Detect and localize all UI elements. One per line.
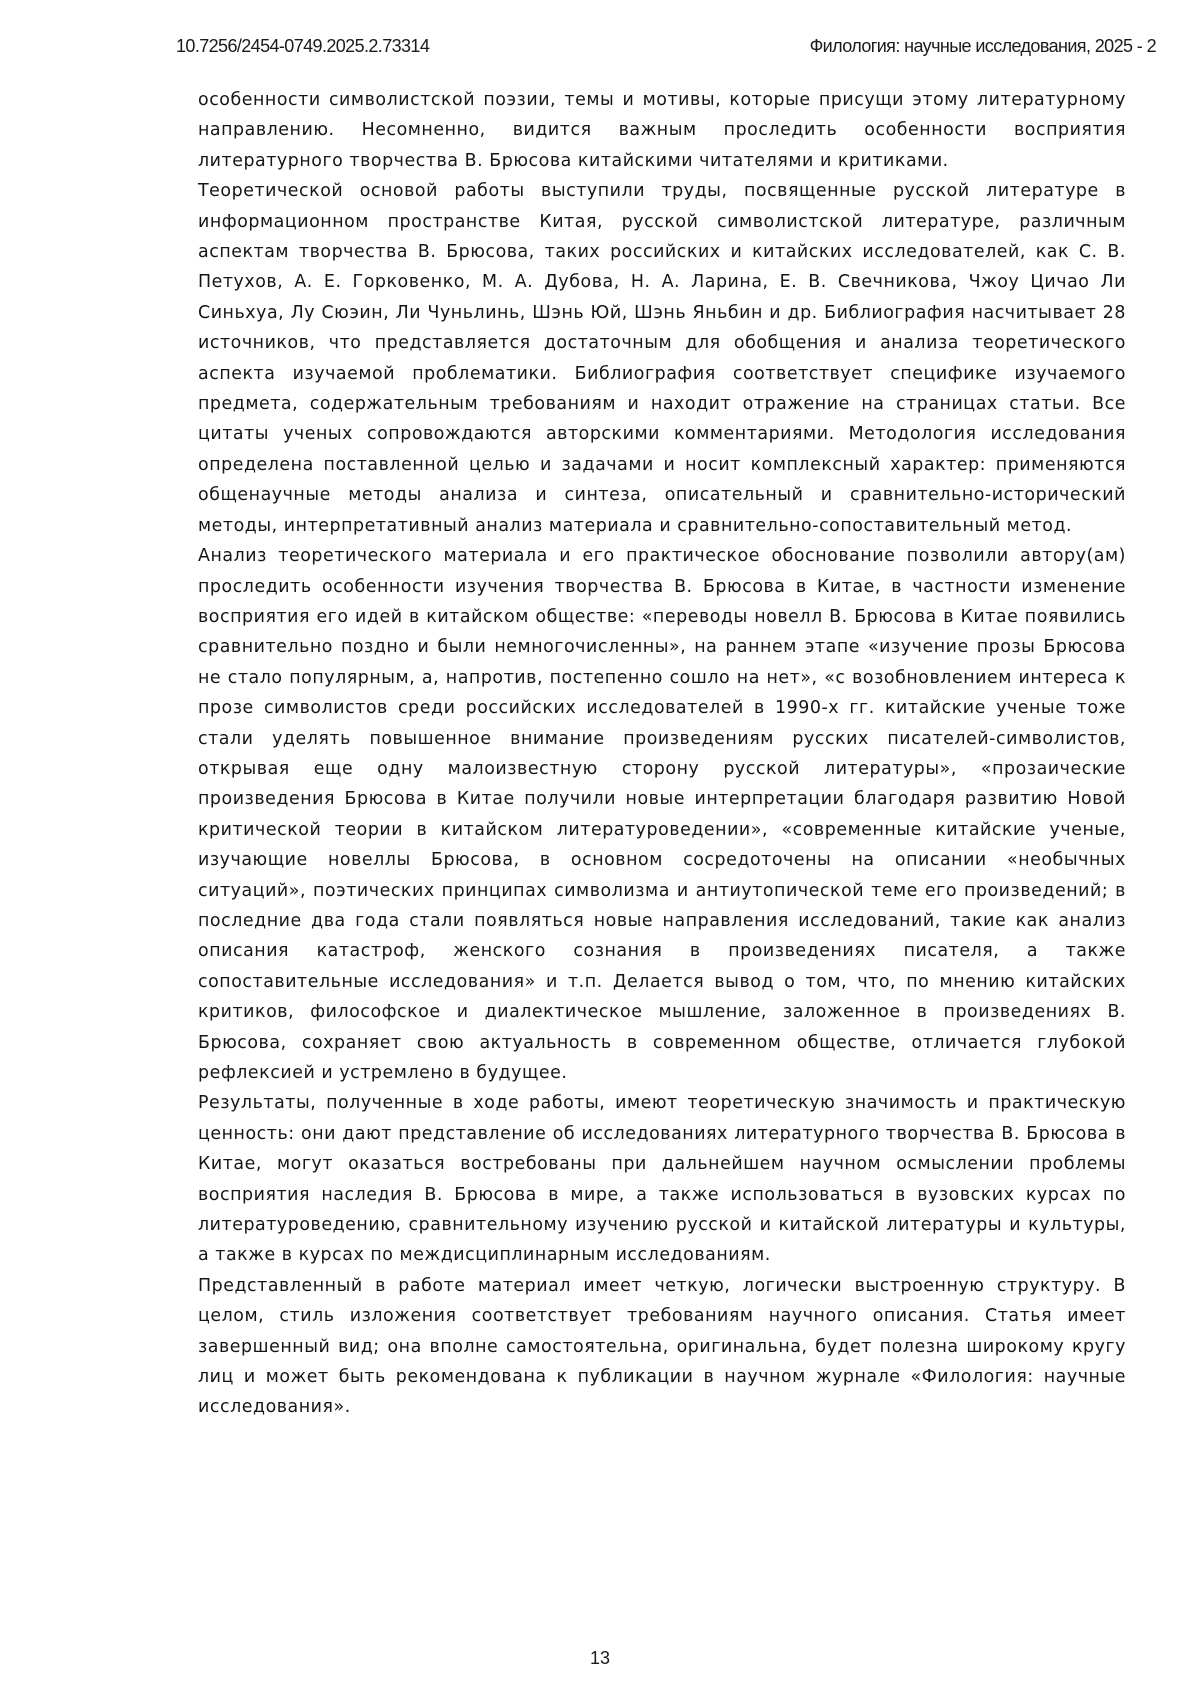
- journal-issue-title: Филология: научные исследования, 2025 - 2: [809, 36, 1156, 56]
- page-number: 13: [589, 1648, 611, 1668]
- page-header: [176, 36, 1156, 62]
- body-paragraph: Анализ теоретического материала и его практическое обоснование позволили автору(ам) проследить особенности изучения творчества В. Брюсова в Китае, в частности изменение восприятия его идей в китайском обществе: «переводы новелл В. Брюсова в Китае появились сравнительно поздно и были немногочисленны», на раннем этапе «изучение прозы Брюсова не стало популярным, а, напротив, постепенно сошло на нет», «с возобновлением интереса к прозе символистов среди российских исследователей в 1990-х гг. китайские ученые тоже стали уделять повышенное внимание произведениям русских писателей-символистов, открывая еще одну малоизвестную сторону русской литературы», «прозаические произведения Брюсова в Китае получили новые интерпретации благодаря развитию Новой критической теории в китайском литературоведении», «современные китайские ученые, изучающие новеллы Брюсова, в основном сосредоточены на описании «необычных ситуаций», поэтических принципах символизма и антиутопической теме его произведений; в последние два года стали появляться новые направления исследований, такие как анализ описания катастроф, женского сознания в произведениях писателя, а также сопоставительные исследования» и т.п. Делается вывод о том, что, по мнению китайских критиков, философское и диалектическое мышление, заложенное в произведениях В. Брюсова, сохраняет свою актуальность в современном обществе, отличается глубокой рефлексией и устремлено в будущее.: [198, 546, 1126, 1083]
- article-body: [198, 85, 1126, 1423]
- doi-identifier: 10.7256/2454-0749.2025.2.73314: [176, 36, 430, 56]
- body-paragraph: Результаты, полученные в ходе работы, имеют теоретическую значимость и практическую ценность: они дают представление об исследованиях литературного творчества В. Брюсова в Китае, могут оказаться востребованы при дальнейшем научном осмыслении проблемы восприятия наследия В. Брюсова в мире, а также использоваться в вузовских курсах по литературоведению, сравнительному изучению русской и китайской литературы и культуры, а также в курсах по междисциплинарным исследованиям.: [198, 1093, 1126, 1266]
- body-paragraph: Представленный в работе материал имеет четкую, логически выстроенную структуру. В целом, стиль изложения соответствует требованиям научного описания. Статья имеет завершенный вид; она вполне самостоятельна, оригинальна, будет полезна широкому кругу лиц и может быть рекомендована к публикации в научном журнале «Филология: научные исследования».: [198, 1275, 1126, 1418]
- body-paragraph: особенности символистской поэзии, темы и мотивы, которые присущи этому литературному направлению. Несомненно, видится важным проследить особенности восприятия литературного творчества В. Брюсова китайскими читателями и критиками.: [198, 90, 1126, 171]
- body-paragraph: Теоретической основой работы выступили труды, посвященные русской литературе в информационном пространстве Китая, русской символистской литературе, различным аспектам творчества В. Брюсова, таких российских и китайских исследователей, как С. В. Петухов, А. Е. Горковенко, М. А. Дубова, Н. А. Ларина, Е. В. Свечникова, Чжоу Цичао Ли Синьхуа, Лу Сюэин, Ли Чуньлинь, Шэнь Юй, Шэнь Яньбин и др. Библиография насчитывает 28 источников, что представляется достаточным для обобщения и анализа теоретического аспекта изучаемой проблематики. Библиография соответствует специфике изучаемого предмета, содержательным требованиям и находит отражение на страницах статьи. Все цитаты ученых сопровождаются авторскими комментариями. Методология исследования определена поставленной целью и задачами и носит комплексный характер: применяются общенаучные методы анализа и синтеза, описательный и сравнительно-исторический методы, интерпретативный анализ материала и сравнительно-сопоставительный метод.: [198, 181, 1126, 536]
